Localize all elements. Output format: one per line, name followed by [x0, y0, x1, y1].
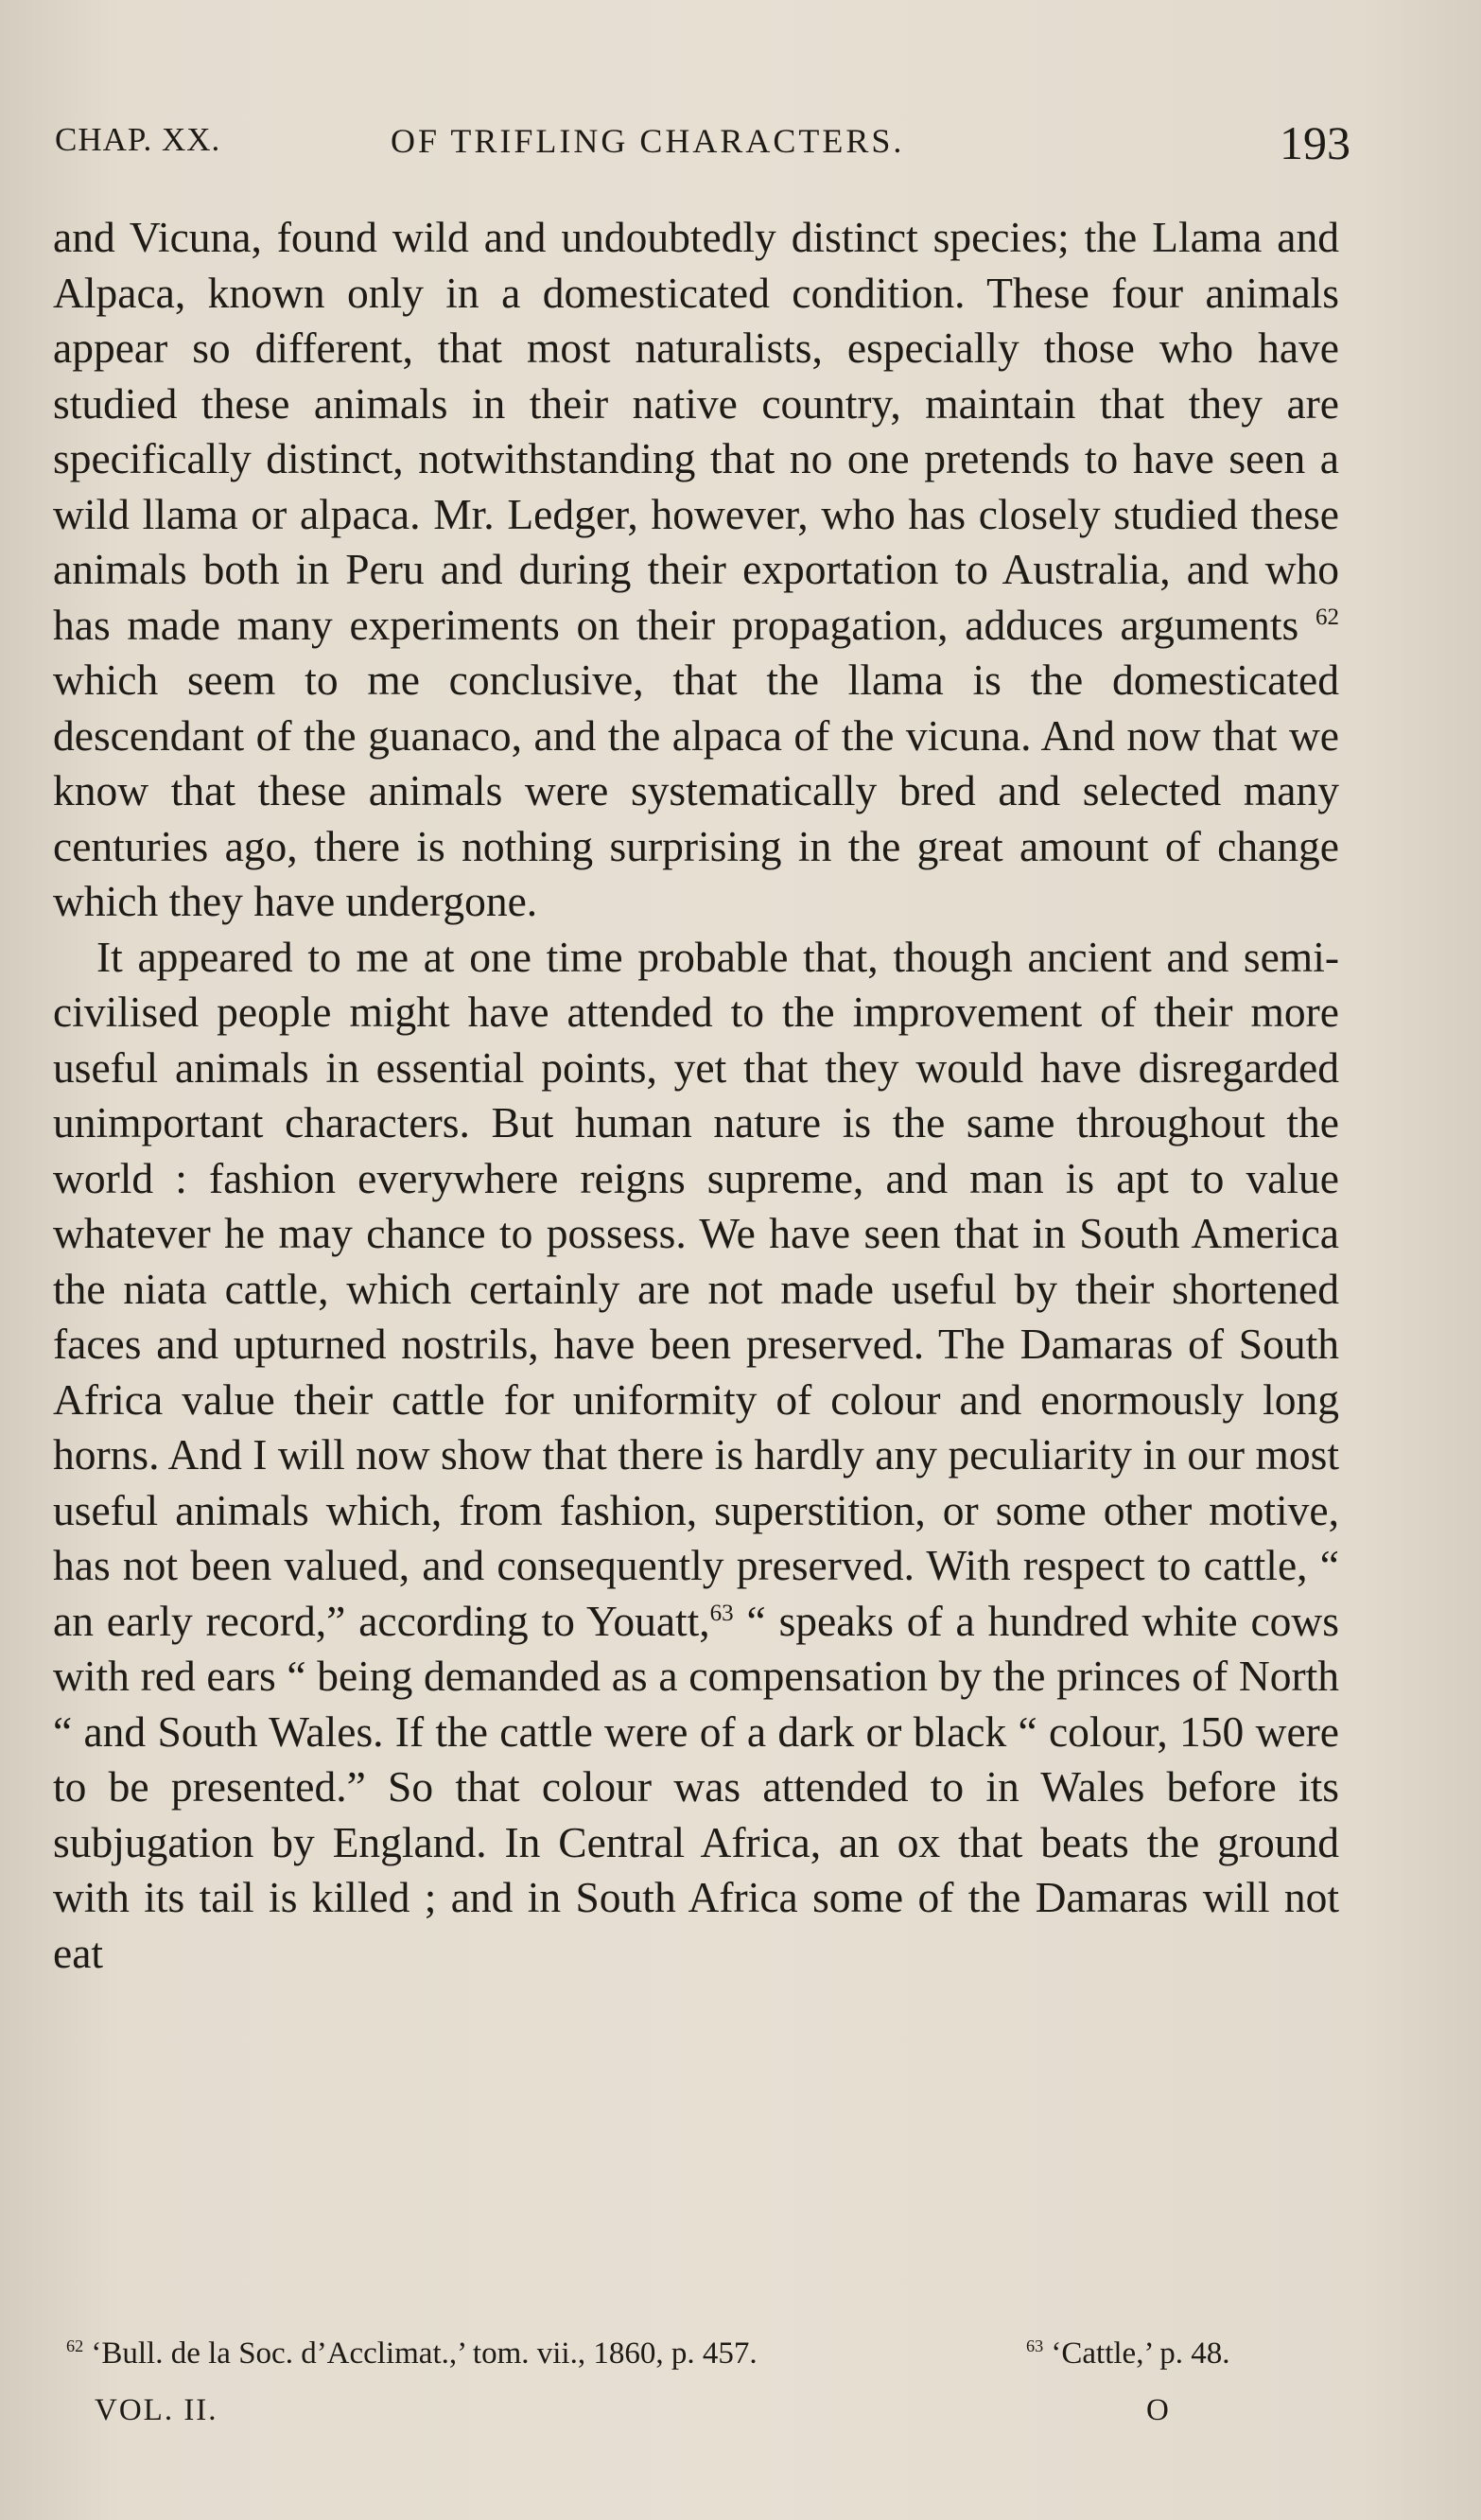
- paragraph-2: [53, 930, 1339, 1982]
- paragraph-2-text-b: “ speaks of a hundred white cows with red ears “ being demanded as a compensation by the princes of North “ and South Wales. If the cattle were of a dark or black “ colour, 150 were to be presented.” So that colour was attended to in Wales before its subjugation by England. In Central Africa, an ox that beats the ground with its tail is killed ; and in South Africa some of the Damaras will not eat: [53, 1596, 1339, 1977]
- footnote-62-marker: 62: [66, 2336, 84, 2355]
- footnote-63: [1026, 2336, 1229, 2371]
- footnote-ref-63: 63: [709, 1600, 734, 1626]
- footnote-63-text: ‘Cattle,’ p. 48.: [1043, 2336, 1230, 2371]
- running-title: OF TRIFLING CHARACTERS.: [391, 122, 905, 160]
- footnote-ref-62: 62: [1315, 604, 1339, 630]
- paragraph-1-text-b: which seem to me conclusive, that the llama is the domesticated descendant of the guanaco, and the alpaca of the vicuna. And now that we know that these animals were systematically bred and selected many centuries ago, there is nothing surprising in the great amount of change which they have undergone.: [53, 656, 1339, 925]
- signature-line: [95, 2393, 1229, 2428]
- running-header: [55, 115, 1350, 174]
- body-text: [53, 210, 1339, 1981]
- footnote-63-marker: 63: [1026, 2336, 1044, 2355]
- volume-label: VOL. II.: [95, 2393, 218, 2427]
- paragraph-2-text-a: It appeared to me at one time probable that, though ancient and semi-civilised people might have attended to the improvement of their more useful animals in essential points, yet that they would have disregarded unimportant characters. But human nature is the same throughout the world : fashion everywhere reigns supreme, and man is apt to value whatever he may chance to possess. We have seen that in South America the niata cattle, which certainly are not made useful by their shortened faces and upturned nostrils, have been preserved. The Damaras of South Africa value their cattle for uniformity of colour and enormously long horns. And I will now show that there is hardly any peculiarity in our most useful animals which, from fashion, superstition, or some other motive, has not been valued, and consequently preserved. With respect to cattle, “ an early record,” according to Youatt,: [53, 932, 1339, 1645]
- footnote-62-text: ‘Bull. de la Soc. d’Acclimat.,’ tom. vii., 1860, p. 457.: [83, 2336, 758, 2371]
- paragraph-1: [53, 210, 1339, 930]
- footnotes: [66, 2336, 1352, 2371]
- footnote-62: [66, 2336, 758, 2371]
- page-number: 193: [1280, 116, 1350, 169]
- paragraph-1-text-a: and Vicuna, found wild and undoubtedly distinct species; the Llama and Alpaca, known only in a domesticated condition. These four animals appear so different, that most naturalists, especially those who have studied these animals in their native country, maintain that they are specifically distinct, notwithstanding that no one pretends to have seen a wild llama or alpaca. Mr. Ledger, however, who has closely studied these animals both in Peru and during their exportation to Australia, and who has made many experiments on their propagation, adduces arguments: [53, 213, 1339, 649]
- signature-mark: O: [1146, 2393, 1171, 2427]
- chapter-label: CHAP. XX.: [55, 121, 221, 158]
